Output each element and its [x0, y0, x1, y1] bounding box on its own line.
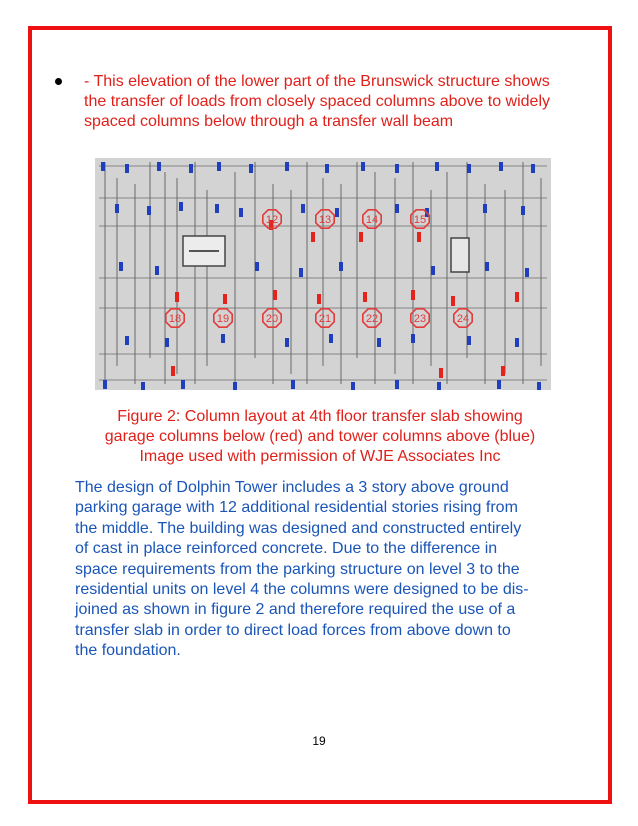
column-label-number: 24 [456, 313, 470, 325]
tower-column [101, 162, 105, 171]
tower-column [377, 338, 381, 347]
tower-column [395, 380, 399, 389]
tower-column [239, 208, 243, 217]
tower-column [147, 206, 151, 215]
caption-line-3: Image used with permission of WJE Associates Inc [139, 448, 501, 465]
caption-line-2: garage columns below (red) and tower columns above (blue) [104, 428, 536, 445]
tower-column [103, 380, 107, 389]
tower-column [483, 204, 487, 213]
garage-column [363, 292, 367, 302]
tower-column [485, 262, 489, 271]
tower-column [431, 266, 435, 275]
body-line: the foundation. [75, 642, 181, 660]
column-label-number: 14 [365, 214, 379, 226]
column-label-number: 22 [365, 313, 379, 325]
tower-column [525, 268, 529, 277]
tower-column [329, 334, 333, 343]
column-label-number: 20 [265, 313, 279, 325]
page-number: 19 [312, 734, 326, 748]
garage-column [273, 290, 277, 300]
column-label-number: 23 [413, 313, 427, 325]
tower-column [467, 336, 471, 345]
tower-column [497, 380, 501, 389]
tower-column [325, 164, 329, 173]
tower-column [155, 266, 159, 275]
body-line: transfer slab in order to direct load forces from above down to [75, 621, 511, 639]
caption-line-1: Figure 2: Column layout at 4th floor transfer slab showing [117, 408, 523, 425]
tower-column [233, 382, 237, 390]
tower-column [141, 382, 145, 390]
tower-column [291, 380, 295, 389]
tower-column [515, 338, 519, 347]
body-paragraph [75, 478, 575, 662]
body-line: joined as shown in figure 2 and therefore required the use of a [75, 601, 516, 619]
bullet-icon [55, 78, 62, 85]
tower-column [217, 162, 221, 171]
tower-column [249, 164, 253, 173]
tower-column [339, 262, 343, 271]
tower-column [285, 338, 289, 347]
plan-stair-box [451, 238, 469, 272]
tower-column [301, 204, 305, 213]
garage-column [359, 232, 363, 242]
tower-column [189, 164, 193, 173]
tower-column [521, 206, 525, 215]
tower-column [181, 380, 185, 389]
garage-column [223, 294, 227, 304]
tower-column [255, 262, 259, 271]
tower-column [215, 204, 219, 213]
tower-column [395, 204, 399, 213]
body-line: residential units on level 4 the columns were designed to be dis- [75, 581, 529, 599]
garage-column [451, 296, 455, 306]
tower-column [165, 338, 169, 347]
bullet-text: - This elevation of the lower part of the Brunswick structure shows the transfer of loads from closely spaced columns above to widely spaced columns below through a transfer wall beam [84, 73, 551, 130]
tower-column [435, 162, 439, 171]
tower-column [361, 162, 365, 171]
garage-column [515, 292, 519, 302]
tower-column [351, 382, 355, 390]
garage-column [417, 232, 421, 242]
tower-column [467, 164, 471, 173]
body-line: parking garage with 12 additional residential stories rising from [75, 499, 518, 517]
tower-column [115, 204, 119, 213]
garage-column [501, 366, 505, 376]
column-label-number: 19 [216, 313, 230, 325]
body-line: space requirements from the parking structure on level 3 to the [75, 560, 520, 578]
garage-column [317, 294, 321, 304]
tower-column [119, 262, 123, 271]
tower-column [531, 164, 535, 173]
garage-column [175, 292, 179, 302]
tower-column [157, 162, 161, 171]
body-line: the middle. The building was designed and constructed entirely [75, 519, 522, 537]
column-label-number: 18 [168, 313, 182, 325]
tower-column [437, 382, 441, 390]
column-label-number: 21 [318, 313, 332, 325]
body-line: of cast in place reinforced concrete. Due to the difference in [75, 540, 498, 558]
column-label-number: 13 [318, 214, 332, 226]
tower-column [221, 334, 225, 343]
garage-column [311, 232, 315, 242]
garage-column [411, 290, 415, 300]
tower-column [285, 162, 289, 171]
column-label-number: 15 [413, 214, 427, 226]
figure-caption [70, 407, 570, 467]
tower-column [411, 334, 415, 343]
tower-column [125, 164, 129, 173]
tower-column [499, 162, 503, 171]
tower-column [179, 202, 183, 211]
body-line: The design of Dolphin Tower includes a 3 story above ground [75, 479, 509, 496]
tower-column [299, 268, 303, 277]
tower-column [335, 208, 339, 217]
tower-column [537, 382, 541, 390]
floor-plan-drawing [95, 158, 551, 390]
column-layout-figure [95, 158, 551, 390]
tower-column [125, 336, 129, 345]
tower-column [395, 164, 399, 173]
column-label-number: 12 [265, 214, 279, 226]
garage-column [171, 366, 175, 376]
garage-column [439, 368, 443, 378]
